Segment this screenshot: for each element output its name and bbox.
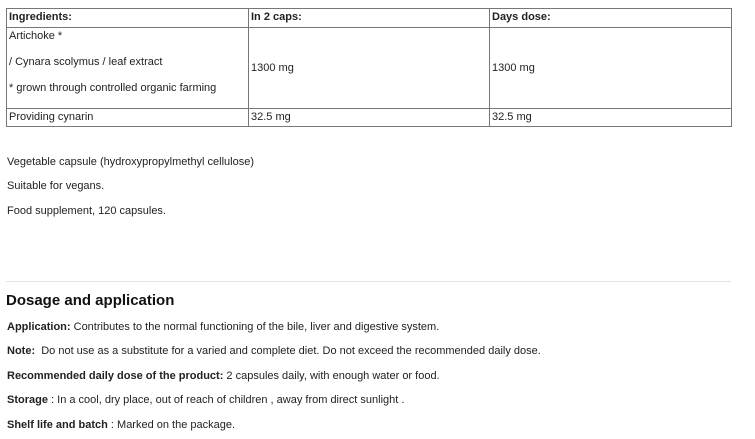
ingredients-table <box>6 8 732 127</box>
ingredient-cell-artichoke <box>7 28 249 109</box>
daily-dose-row <box>7 369 440 383</box>
storage-label: Storage <box>7 394 48 406</box>
application-text: Contributes to the normal functioning of the bile, liver and digestive system. <box>70 321 440 333</box>
application-row <box>7 320 439 334</box>
ingredient-name: Artichoke * <box>9 30 63 42</box>
header-days-dose: Days dose: <box>490 9 732 28</box>
ingredient-latin-name: / Cynara scolymus / leaf extract <box>9 56 163 68</box>
in-2-caps-value: 32.5 mg <box>249 109 490 127</box>
capsule-info: Vegetable capsule (hydroxypropylmethyl cellulose) <box>7 156 255 168</box>
daily-dose-label: Recommended daily dose of the product: <box>7 370 224 382</box>
days-dose-value: 32.5 mg <box>490 109 732 127</box>
shelf-life-text: : Marked on the package. <box>107 419 236 431</box>
shelf-life-row <box>7 418 235 432</box>
header-in-2-caps: In 2 caps: <box>249 9 490 28</box>
ingredient-cell-cynarin: Providing cynarin <box>7 109 249 127</box>
supplement-info: Food supplement, 120 capsules. <box>7 205 166 217</box>
dosage-section-title: Dosage and application <box>6 292 175 309</box>
ingredient-footnote: * grown through controlled organic farming <box>9 82 217 94</box>
storage-text: : In a cool, dry place, out of reach of children , away from direct sunlight . <box>47 394 405 406</box>
note-text: Do not use as a substitute for a varied and complete diet. Do not exceed the recommended daily dose. <box>35 345 541 357</box>
application-label: Application: <box>7 321 71 333</box>
table-header-row <box>7 9 732 28</box>
vegan-info: Suitable for vegans. <box>7 180 105 192</box>
section-divider <box>6 281 731 282</box>
in-2-caps-value: 1300 mg <box>249 28 490 109</box>
header-ingredients: Ingredients: <box>7 9 249 28</box>
shelf-life-label: Shelf life and batch <box>7 419 108 431</box>
note-label: Note: <box>7 345 36 357</box>
note-row <box>7 344 541 358</box>
days-dose-value: 1300 mg <box>490 28 732 109</box>
table-row <box>7 28 732 109</box>
daily-dose-text: 2 capsules daily, with enough water or food. <box>223 370 440 382</box>
storage-row <box>7 393 404 407</box>
table-row <box>7 109 732 127</box>
